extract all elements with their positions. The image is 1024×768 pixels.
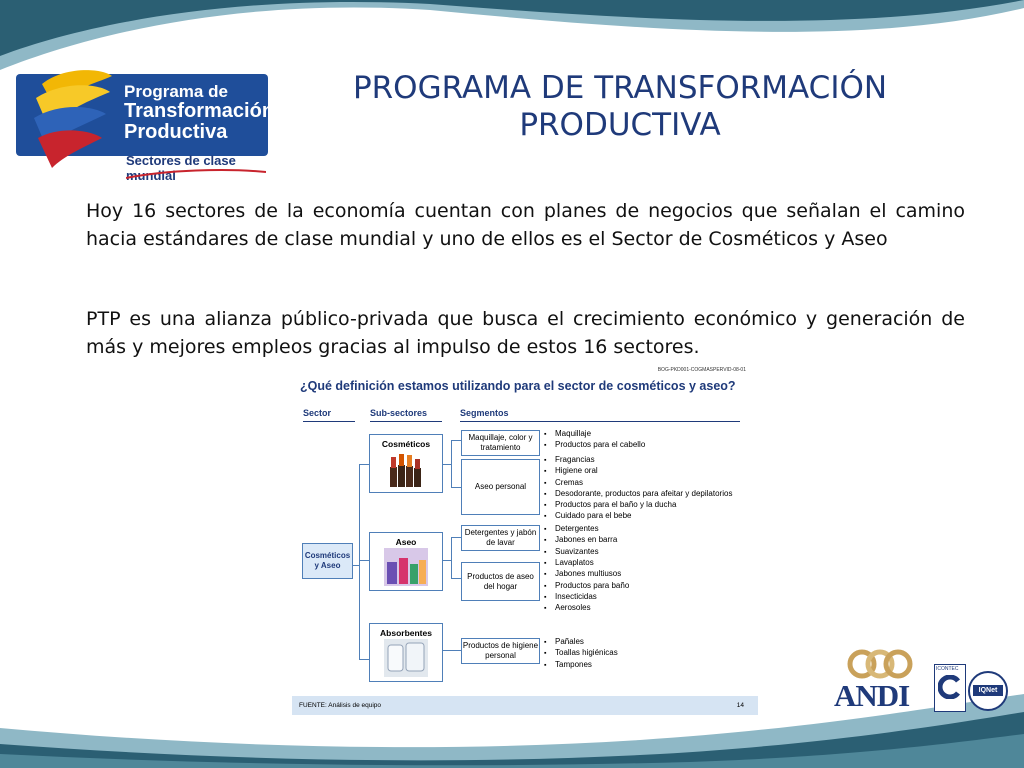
subsector-cosmeticos (369, 434, 443, 493)
connector (451, 487, 461, 488)
list-item: ▪ Insecticidas (544, 592, 629, 603)
logo-tagline: Sectores de clase mundial (126, 153, 236, 183)
list-item: ▪ Productos para el cabello (544, 440, 645, 451)
subsector-label: Aseo (395, 537, 417, 547)
connector (359, 464, 369, 465)
header-sector: Sector (303, 408, 332, 418)
list-item: ▪ Jabones multiusos (544, 569, 629, 580)
lipstick-icon (389, 451, 423, 489)
list-item: ▪ Productos para baño (544, 581, 629, 592)
sector-box: Cosméticos y Aseo (302, 543, 353, 579)
subsector-label: Absorbentes (380, 628, 432, 638)
figure-footer (292, 696, 758, 715)
icontec-c-icon (938, 675, 962, 699)
connector (451, 440, 461, 441)
list-item: ▪ Fragancias (544, 455, 732, 466)
footer-source: FUENTE: Análisis de equipo (299, 702, 382, 709)
list-item: ▪ Productos para el baño y la ducha (544, 500, 732, 511)
list-item: ▪ Maquillaje (544, 429, 645, 440)
logo-line-2: Transformación (124, 100, 275, 122)
footer-page-number: 14 (736, 702, 744, 709)
slide-title (300, 70, 940, 144)
header-rule-segments (460, 421, 740, 422)
header-subsectors: Sub-sectores (370, 408, 428, 418)
iqnet-label: IQNet (973, 685, 1003, 696)
segment-items-list (544, 429, 645, 452)
subsector-aseo (369, 532, 443, 591)
andi-wordmark: ANDI (834, 678, 910, 713)
subsector-label: Cosméticos (381, 439, 431, 449)
icontec-label: ICONTEC (936, 666, 959, 672)
segment-items-list (544, 455, 732, 523)
connector (451, 537, 461, 538)
list-item: ▪ Pañales (544, 637, 618, 648)
ptp-paragraph: PTP es una alianza público-privada que busca el crecimiento económico y generación de más y mejores empleos gracias al impulso de estos 16 sectores. (86, 308, 965, 358)
icontec-certification-badge (934, 664, 966, 712)
intro-paragraph: Hoy 16 sectores de la economía cuentan con planes de negocios que señalan el camino hacia estándares de clase mundial y uno de ellos es el Sector de Cosméticos y Aseo (86, 200, 965, 250)
figure-question: ¿Qué definición estamos utilizando para el sector de cosméticos y aseo? (300, 379, 736, 393)
list-item: ▪ Cuidado para el bebe (544, 511, 732, 522)
connector (359, 560, 369, 561)
segment-box: Detergentes y jabón de lavar (461, 525, 540, 551)
segment-box: Maquillaje, color y tratamiento (461, 430, 540, 456)
document-code: BOG-PKD001-COGMASPERVID-08-01 (657, 367, 746, 373)
header-rule-subsectors (370, 421, 442, 422)
colombia-flag-ribbon-icon (24, 66, 124, 176)
connector (451, 440, 452, 488)
list-item: ▪ Jabones en barra (544, 535, 617, 546)
absorbent-products-icon (384, 639, 428, 677)
segment-items-list (544, 524, 617, 558)
logo-line-1: Programa de (124, 82, 228, 101)
segment-items-list (544, 637, 618, 671)
list-item: ▪ Suavizantes (544, 547, 617, 558)
cleaning-products-icon (384, 548, 428, 586)
list-item: ▪ Higiene oral (544, 466, 732, 477)
slide-title-line-1: PROGRAMA DE TRANSFORMACIÓN (352, 70, 888, 106)
slide-title-line-2: PRODUCTIVA (519, 107, 721, 143)
iqnet-certification-badge (968, 671, 1008, 711)
segment-box: Productos de aseo del hogar (461, 562, 540, 601)
segment-box: Aseo personal (461, 459, 540, 515)
connector (451, 537, 452, 579)
subsector-absorbentes (369, 623, 443, 682)
segment-items-list (544, 558, 629, 614)
logo-swoosh (126, 168, 266, 180)
ptp-logo (16, 66, 275, 183)
list-item: ▪ Tampones (544, 660, 618, 671)
list-item: ▪ Desodorante, productos para afeitar y depilatorios (544, 489, 732, 500)
list-item: ▪ Lavaplatos (544, 558, 629, 569)
segment-box: Productos de higiene personal (461, 638, 540, 664)
list-item: ▪ Cremas (544, 478, 732, 489)
header-segments: Segmentos (460, 408, 509, 418)
andi-logo (834, 648, 934, 714)
list-item: ▪ Detergentes (544, 524, 617, 535)
sector-definition-figure (292, 367, 758, 717)
logo-line-3: Productiva (124, 121, 228, 143)
list-item: ▪ Aerosoles (544, 603, 629, 614)
connector (359, 659, 369, 660)
andi-rings-icon (846, 648, 916, 680)
header-rule-sector (303, 421, 355, 422)
connector (451, 578, 461, 579)
connector (359, 464, 360, 660)
connector (441, 650, 461, 651)
list-item: ▪ Toallas higiénicas (544, 648, 618, 659)
